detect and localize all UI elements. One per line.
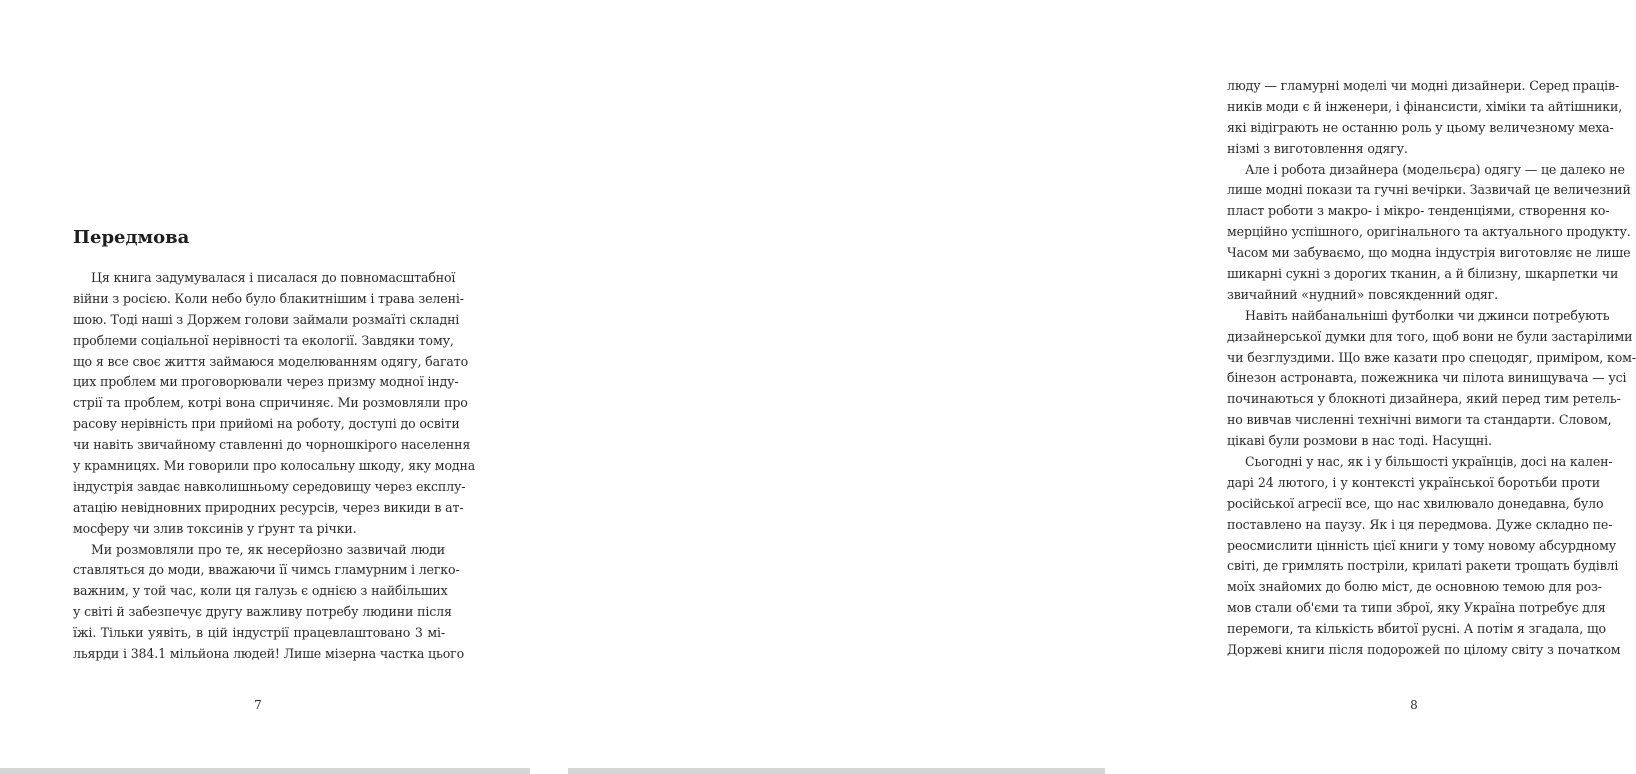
page-number-left: 7 bbox=[254, 698, 262, 712]
text-line-content: люду — гламурні моделі чи модні дизайнери. Серед праців- bbox=[1227, 78, 1620, 93]
text-line bbox=[1227, 243, 1631, 264]
page-heading: Передмова bbox=[73, 227, 190, 248]
text-line bbox=[1227, 180, 1631, 201]
text-line bbox=[1227, 410, 1612, 431]
text-line bbox=[73, 560, 460, 581]
text-line bbox=[1227, 160, 1625, 181]
text-line bbox=[73, 623, 445, 644]
text-line bbox=[73, 644, 465, 665]
text-line bbox=[73, 268, 456, 289]
text-line bbox=[73, 414, 460, 435]
text-line-content: ставляться до моди, вважаючи її чимсь гламурним і легко- bbox=[73, 562, 460, 578]
text-line-content: шикарні сукні з дорогих тканин, а й білизну, шкарпетки чи bbox=[1227, 266, 1619, 282]
text-line bbox=[1227, 201, 1610, 222]
text-line bbox=[1227, 619, 1606, 640]
text-line bbox=[1227, 556, 1619, 577]
text-line bbox=[73, 310, 460, 331]
text-line-content: що я все своє життя займаюся моделюванням одягу, багато bbox=[73, 353, 468, 369]
text-line bbox=[73, 331, 454, 352]
text-line bbox=[1227, 76, 1620, 97]
text-line bbox=[1227, 431, 1600, 452]
text-line-content: чи навіть звичайному ставленні до чорношкірого населення bbox=[73, 437, 471, 453]
text-line bbox=[73, 519, 445, 540]
text-line bbox=[1227, 515, 1613, 536]
text-line-content: расову нерівність при прийомі на роботу, доступі до освіти bbox=[73, 416, 460, 432]
text-line-content: лише модні покази та гучні вечірки. Зазвичай це величезний bbox=[1227, 182, 1631, 198]
text-line-content: Ця книга задумувалася і писалася до повномасштабної bbox=[91, 270, 456, 285]
text-line-content: Доржеві книги після подорожей по цілому світу з початком bbox=[1227, 642, 1621, 658]
text-line bbox=[73, 498, 464, 519]
text-line-content: ників моди є й інженери, і фінансисти, хіміки та айтішники, bbox=[1227, 98, 1623, 114]
text-line bbox=[1227, 640, 1621, 661]
text-line bbox=[1227, 494, 1604, 515]
text-line-content: мерційно успішного, оригінального та актуального продукту. bbox=[1227, 224, 1631, 240]
text-line-content: бінезон астронавта, пожежника чи пілота винищувача — усі bbox=[1227, 370, 1627, 386]
text-line-content: війни з росією. Коли небо було блакитнішим і трава зелені- bbox=[73, 290, 464, 306]
text-line bbox=[73, 393, 468, 414]
left-page-text bbox=[73, 268, 476, 665]
text-line bbox=[1227, 285, 1600, 306]
text-line bbox=[73, 456, 476, 477]
text-line-content: проблеми соціальної нерівності та екології. Завдяки тому, bbox=[73, 332, 454, 348]
text-line-content: чи безглуздими. Що вже казати про спецодяг, приміром, ком- bbox=[1227, 349, 1636, 365]
text-line-content: перемоги, та кількість вбитої русні. А потім я згадала, що bbox=[1227, 621, 1606, 637]
text-line-content: цих проблем ми проговорювали через призму модної інду- bbox=[73, 374, 459, 390]
text-line-content: пласт роботи з макро- і мікро- тенденціями, створення ко- bbox=[1227, 203, 1610, 219]
text-line-content: Сьогодні у нас, як і у більшості українців, досі на кален- bbox=[1245, 454, 1613, 470]
text-line bbox=[1227, 139, 1600, 160]
text-line bbox=[1227, 348, 1636, 369]
text-line-content: їжі. Тільки уявіть, в цій індустрії працевлаштовано 3 мі- bbox=[73, 625, 445, 641]
text-line-content: індустрія завдає навколишньому середовищу через експлу- bbox=[73, 478, 466, 494]
text-line-content: звичайний «нудний» повсякденний одяг. bbox=[1227, 286, 1498, 302]
text-line-content: поставлено на паузу. Як і ця передмова. Дуже складно пе- bbox=[1227, 516, 1613, 532]
text-line-content: моїх знайомих до болю міст, де основною темою для роз- bbox=[1227, 579, 1602, 595]
text-line bbox=[1227, 452, 1613, 473]
text-line-content: мосферу чи злив токсинів у ґрунт та річки. bbox=[73, 520, 357, 536]
text-line-content: у крамницях. Ми говорили про колосальну шкоду, яку модна bbox=[73, 458, 476, 474]
right-page-bottom-edge bbox=[568, 768, 1105, 774]
text-line bbox=[73, 581, 448, 602]
text-line bbox=[1227, 222, 1631, 243]
text-line-content: Але і робота дизайнера (модельєра) одягу — це далеко не bbox=[1245, 161, 1625, 177]
text-line bbox=[1227, 264, 1619, 285]
text-line-content: шою. Тоді наші з Доржем голови займали розмаїті складні bbox=[73, 311, 460, 327]
text-line-content: Навіть найбанальніші футболки чи джинси потребують bbox=[1245, 307, 1610, 323]
text-line bbox=[73, 289, 464, 310]
text-line-content: у світі й забезпечує другу важливу потребу людини після bbox=[73, 604, 452, 620]
text-line-content: які відіграють не останню роль у цьому величезному меха- bbox=[1227, 119, 1614, 135]
text-line bbox=[1227, 389, 1621, 410]
text-line-content: важним, у той час, коли ця галузь є однією з найбільших bbox=[73, 583, 448, 599]
text-line bbox=[73, 540, 445, 561]
text-line-content: російської агресії все, що нас хвилювало донедавна, було bbox=[1227, 495, 1604, 511]
right-page bbox=[568, 0, 1636, 770]
text-line-content: льярди і 384.1 мільйона людей! Лише мізерна частка цього bbox=[73, 646, 465, 662]
text-line bbox=[73, 372, 459, 393]
text-line-content: дизайнерської думки для того, щоб вони не були застарілими bbox=[1227, 328, 1633, 344]
page-number-right: 8 bbox=[1410, 698, 1418, 712]
text-line-content: цікаві були розмови в нас тоді. Насущні. bbox=[1227, 433, 1492, 449]
text-line-content: но вивчав численні технічні вимоги та стандарти. Словом, bbox=[1227, 412, 1612, 428]
text-line bbox=[1227, 368, 1627, 389]
text-line bbox=[73, 602, 452, 623]
text-line-content: стрії та проблем, котрі вона спричиняє. Ми розмовляли про bbox=[73, 395, 468, 411]
text-line bbox=[1227, 536, 1617, 557]
text-line-content: мов стали об'єми та типи зброї, яку Україна потребує для bbox=[1227, 600, 1606, 616]
text-line bbox=[1227, 327, 1633, 348]
text-line bbox=[1227, 97, 1623, 118]
left-page bbox=[0, 0, 530, 770]
text-line-content: Ми розмовляли про те, як несерйозно зазвичай люди bbox=[91, 541, 445, 557]
text-line-content: починаються у блокноті дизайнера, який перед тим ретель- bbox=[1227, 391, 1621, 407]
left-page-bottom-edge bbox=[0, 768, 530, 774]
text-line-content: реосмислити цінність цієї книги у тому новому абсурдному bbox=[1227, 537, 1617, 553]
right-page-text bbox=[1227, 76, 1636, 661]
text-line bbox=[1227, 598, 1606, 619]
text-line bbox=[1227, 306, 1610, 327]
text-line-content: атацію невідновних природних ресурсів, через викиди в ат- bbox=[73, 499, 464, 515]
text-line bbox=[1227, 473, 1600, 494]
text-line bbox=[1227, 577, 1600, 598]
text-line bbox=[73, 352, 468, 373]
text-line-content: нізмі з виготовлення одягу. bbox=[1227, 140, 1408, 156]
text-line-content: Часом ми забуваємо, що модна індустрія виготовляє не лише bbox=[1227, 245, 1631, 261]
text-line-content: дарі 24 лютого, і у контексті української боротьби проти bbox=[1227, 474, 1600, 490]
text-line bbox=[1227, 118, 1614, 139]
text-line bbox=[73, 435, 471, 456]
text-line-content: світі, де гримлять постріли, крилаті ракети трощать будівлі bbox=[1227, 558, 1619, 574]
text-line bbox=[73, 477, 466, 498]
